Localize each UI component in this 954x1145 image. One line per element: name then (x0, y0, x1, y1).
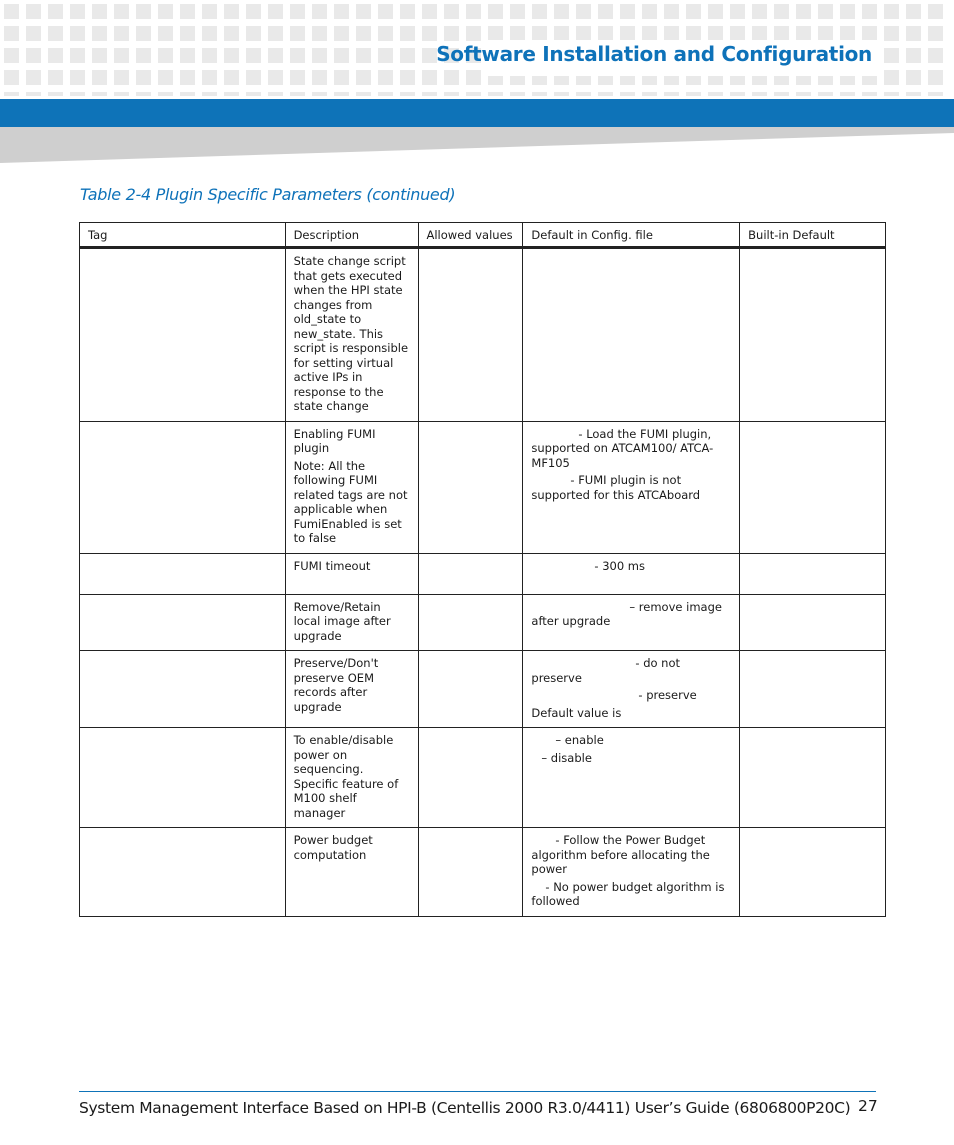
header-allowed-values: Allowed values (418, 223, 523, 248)
cell-default-config (523, 421, 740, 553)
default-config-line: - Follow the Power Budget algorithm before allocating the power (531, 833, 710, 876)
cell-tag (80, 728, 286, 828)
cell-default-config (523, 594, 740, 651)
cell-description (285, 248, 418, 422)
description-line: To enable/disable power on sequencing. Specific feature of M100 shelf manager (293, 733, 399, 820)
header-tag: Tag (80, 223, 286, 248)
header-blue-bar (0, 99, 954, 127)
footer-rule (79, 1091, 876, 1092)
default-config-line: - No power budget algorithm is followed (531, 879, 725, 908)
header-gray-wedge (0, 127, 954, 163)
cell-description (285, 594, 418, 651)
description-line: Remove/Retain local image after upgrade (293, 599, 391, 643)
description-line: Preserve/Don't preserve OEM records after upgrade (293, 656, 379, 714)
cell-tag (80, 421, 286, 553)
default-config-line: – disable (541, 750, 592, 765)
table-header-row (80, 223, 886, 248)
cell-builtin-default (740, 651, 886, 728)
cell-tag (80, 248, 286, 422)
cell-default-config (523, 553, 740, 594)
cell-allowed-values (418, 728, 523, 828)
default-config-line: - do not preserve (531, 656, 681, 685)
table-row (80, 594, 886, 651)
default-config-line: - preserve (638, 688, 697, 702)
cell-description (285, 421, 418, 553)
cell-builtin-default (740, 828, 886, 917)
cell-allowed-values (418, 828, 523, 917)
table-row (80, 651, 886, 728)
table-row (80, 421, 886, 553)
cell-description (285, 728, 418, 828)
cell-allowed-values (418, 594, 523, 651)
description-line: State change script that gets executed when the HPI state changes from old_state to new_state. This script is responsible for setting virtual active IPs in response to the state change (293, 254, 409, 413)
description-line: Note: All the following FUMI related tags are not applicable when FumiEnabled is set to false (293, 458, 408, 545)
default-config-line: Default value is (531, 705, 622, 720)
default-config-line: - FUMI plugin is not supported for this ATCAboard (531, 473, 701, 502)
table-row (80, 828, 886, 917)
cell-tag (80, 828, 286, 917)
table-row (80, 728, 886, 828)
page-title: Software Installation and Configuration (436, 42, 872, 66)
cell-builtin-default (740, 553, 886, 594)
footer-document-title: System Management Interface Based on HPI-B (Centellis 2000 R3.0/4411) User’s Guide (6806800P20C) (79, 1099, 851, 1117)
description-line: Power budget computation (293, 833, 373, 862)
cell-tag (80, 594, 286, 651)
cell-builtin-default (740, 421, 886, 553)
cell-default-config (523, 651, 740, 728)
default-config-line: – remove image after upgrade (531, 599, 722, 628)
cell-description (285, 828, 418, 917)
cell-builtin-default (740, 728, 886, 828)
cell-description (285, 651, 418, 728)
cell-default-config (523, 828, 740, 917)
description-line: FUMI timeout (293, 558, 371, 573)
default-config-line: - Load the FUMI plugin, supported on ATCAM100/ ATCA-MF105 (531, 426, 714, 470)
cell-builtin-default (740, 594, 886, 651)
cell-description (285, 553, 418, 594)
parameters-table (79, 222, 886, 917)
cell-default-config (523, 728, 740, 828)
cell-allowed-values (418, 553, 523, 594)
cell-builtin-default (740, 248, 886, 422)
cell-tag (80, 553, 286, 594)
default-config-line: - 300 ms (594, 558, 645, 573)
header-builtin-default: Built-in Default (740, 223, 886, 248)
table-row (80, 248, 886, 422)
cell-default-config (523, 248, 740, 422)
default-config-line: – enable (555, 733, 604, 747)
header-default-config: Default in Config. file (523, 223, 740, 248)
table-row (80, 553, 886, 594)
table-caption: Table 2-4 Plugin Specific Parameters (continued) (80, 185, 456, 204)
cell-allowed-values (418, 421, 523, 553)
header-description: Description (285, 223, 418, 248)
cell-allowed-values (418, 248, 523, 422)
description-line: Enabling FUMI plugin (293, 426, 376, 455)
page-number: 27 (858, 1097, 878, 1115)
cell-tag (80, 651, 286, 728)
cell-allowed-values (418, 651, 523, 728)
